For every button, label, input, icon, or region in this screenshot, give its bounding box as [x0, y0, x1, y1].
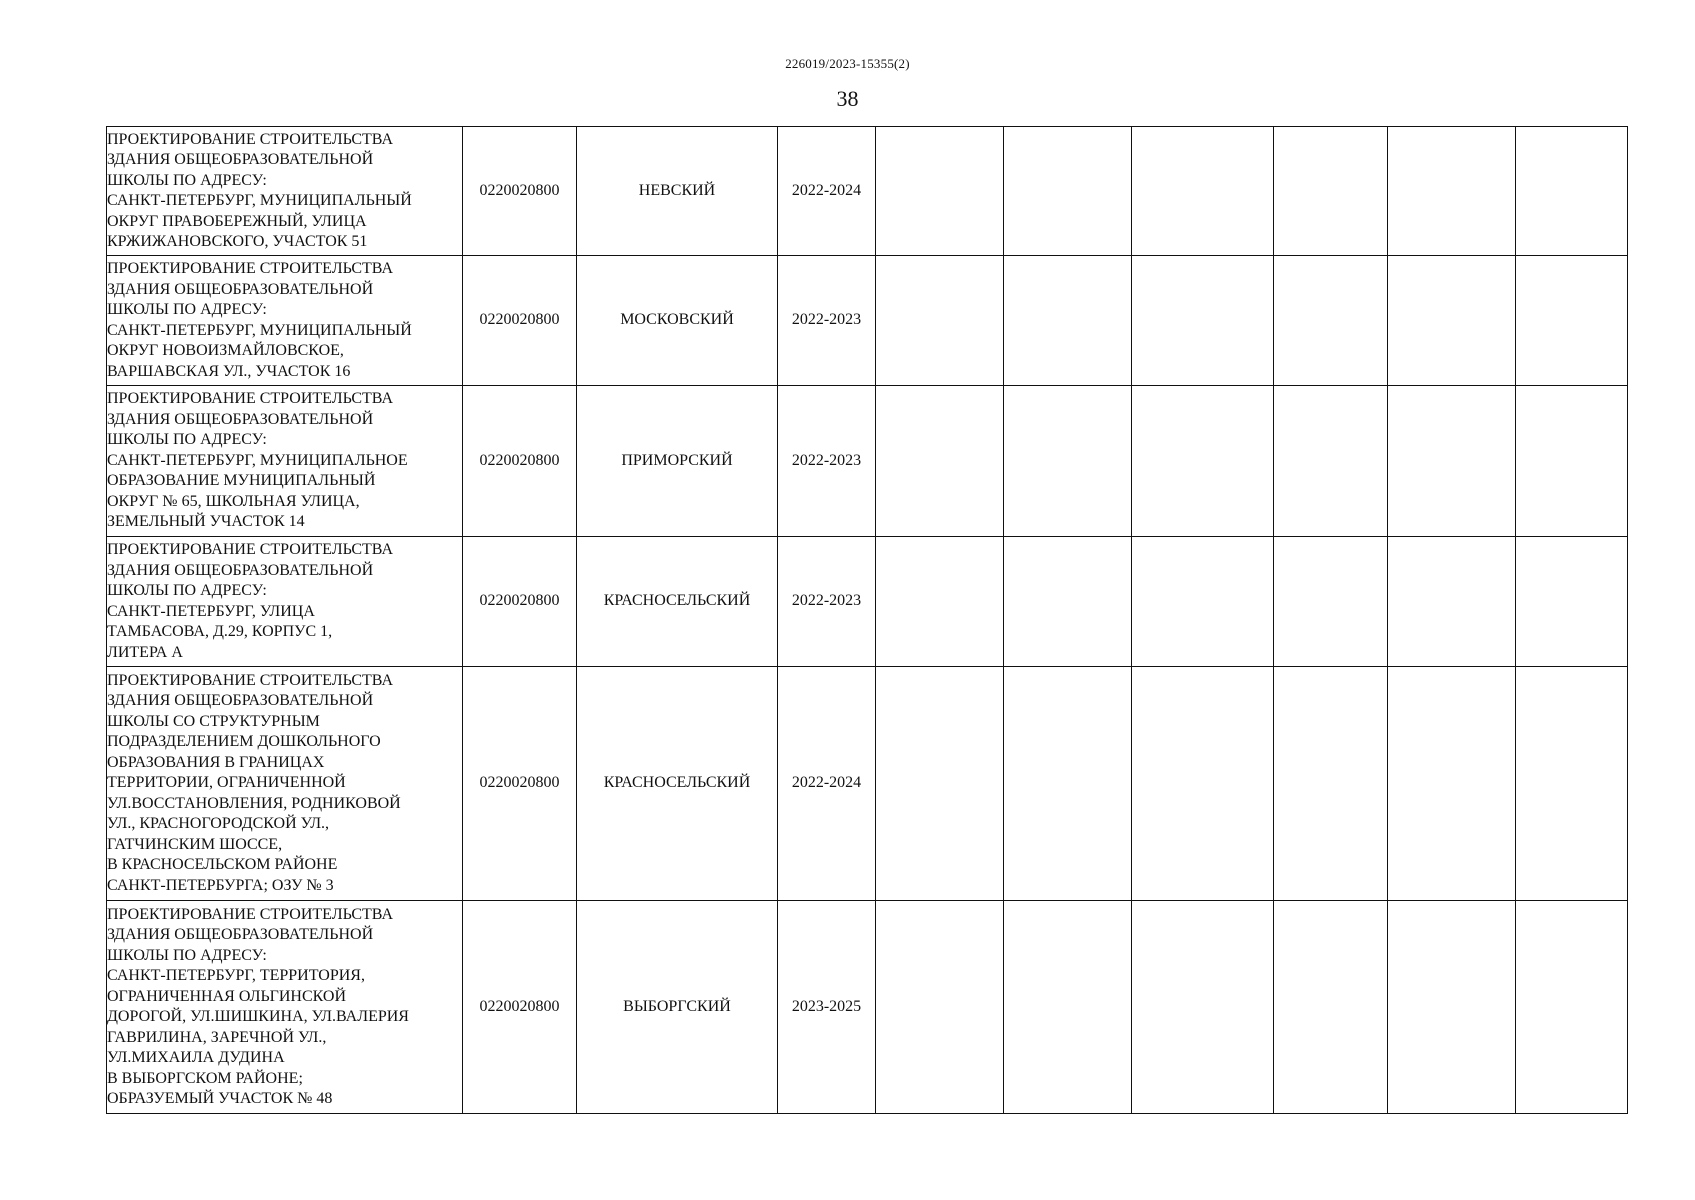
table-row [107, 667, 1628, 901]
district-cell: КРАСНОСЕЛЬСКИЙ [577, 667, 778, 901]
empty-cell [1274, 127, 1388, 256]
empty-cell [876, 386, 1004, 537]
empty-cell [876, 667, 1004, 901]
empty-cell [1516, 256, 1628, 386]
period-cell: 2022-2024 [778, 127, 876, 256]
empty-cell [1004, 667, 1132, 901]
empty-cell [1132, 667, 1274, 901]
table-row [107, 537, 1628, 667]
empty-cell [1004, 901, 1132, 1114]
budget-code-cell: 0220020800 [463, 256, 577, 386]
empty-cell [1388, 386, 1516, 537]
empty-cell [876, 901, 1004, 1114]
empty-cell [1132, 127, 1274, 256]
empty-cell [1516, 386, 1628, 537]
district-cell: ВЫБОРГСКИЙ [577, 901, 778, 1114]
empty-cell [1004, 127, 1132, 256]
empty-cell [1274, 537, 1388, 667]
empty-cell [876, 127, 1004, 256]
empty-cell [1004, 386, 1132, 537]
empty-cell [1516, 901, 1628, 1114]
period-cell: 2022-2023 [778, 537, 876, 667]
budget-code-cell: 0220020800 [463, 901, 577, 1114]
construction-projects-table [106, 126, 1628, 1114]
table-body [107, 127, 1628, 1114]
empty-cell [1132, 386, 1274, 537]
empty-cell [1516, 667, 1628, 901]
budget-code-cell: 0220020800 [463, 537, 577, 667]
project-name-cell: ПРОЕКТИРОВАНИЕ СТРОИТЕЛЬСТВА ЗДАНИЯ ОБЩЕОБРАЗОВАТЕЛЬНОЙ ШКОЛЫ ПО АДРЕСУ: САНКТ-ПЕТЕРБУРГ, МУНИЦИПАЛЬНЫЙ ОКРУГ ПРАВОБЕРЕЖНЫЙ, УЛИЦА КРЖИЖАНОВСКОГО, УЧАСТОК 51 [107, 127, 463, 256]
empty-cell [1388, 667, 1516, 901]
empty-cell [1388, 256, 1516, 386]
empty-cell [1132, 256, 1274, 386]
project-name-cell: ПРОЕКТИРОВАНИЕ СТРОИТЕЛЬСТВА ЗДАНИЯ ОБЩЕОБРАЗОВАТЕЛЬНОЙ ШКОЛЫ СО СТРУКТУРНЫМ ПОДРАЗДЕЛЕНИЕМ ДОШКОЛЬНОГО ОБРАЗОВАНИЯ В ГРАНИЦАХ ТЕРРИТОРИИ, ОГРАНИЧЕННОЙ УЛ.ВОССТАНОВЛЕНИЯ, РОДНИКОВОЙ УЛ., КРАСНОГОРОДСКОЙ УЛ., ГАТЧИНСКИМ ШОССЕ, В КРАСНОСЕЛЬСКОМ РАЙОНЕ САНКТ-ПЕТЕРБУРГА; ОЗУ № 3 [107, 667, 463, 901]
budget-code-cell: 0220020800 [463, 667, 577, 901]
empty-cell [1516, 537, 1628, 667]
empty-cell [876, 256, 1004, 386]
district-cell: ПРИМОРСКИЙ [577, 386, 778, 537]
empty-cell [1388, 127, 1516, 256]
period-cell: 2022-2024 [778, 667, 876, 901]
empty-cell [1004, 537, 1132, 667]
table-row [107, 901, 1628, 1114]
project-name-cell: ПРОЕКТИРОВАНИЕ СТРОИТЕЛЬСТВА ЗДАНИЯ ОБЩЕОБРАЗОВАТЕЛЬНОЙ ШКОЛЫ ПО АДРЕСУ: САНКТ-ПЕТЕРБУРГ, ТЕРРИТОРИЯ, ОГРАНИЧЕННАЯ ОЛЬГИНСКОЙ ДОРОГОЙ, УЛ.ШИШКИНА, УЛ.ВАЛЕРИЯ ГАВРИЛИНА, ЗАРЕЧНОЙ УЛ., УЛ.МИХАИЛА ДУДИНА В ВЫБОРГСКОМ РАЙОНЕ; ОБРАЗУЕМЫЙ УЧАСТОК № 48 [107, 901, 463, 1114]
table-row [107, 256, 1628, 386]
empty-cell [1388, 901, 1516, 1114]
budget-code-cell: 0220020800 [463, 127, 577, 256]
district-cell: НЕВСКИЙ [577, 127, 778, 256]
table-row [107, 386, 1628, 537]
empty-cell [1274, 386, 1388, 537]
empty-cell [1388, 537, 1516, 667]
empty-cell [1274, 901, 1388, 1114]
project-name-cell: ПРОЕКТИРОВАНИЕ СТРОИТЕЛЬСТВА ЗДАНИЯ ОБЩЕОБРАЗОВАТЕЛЬНОЙ ШКОЛЫ ПО АДРЕСУ: САНКТ-ПЕТЕРБУРГ, УЛИЦА ТАМБАСОВА, Д.29, КОРПУС 1, ЛИТЕРА А [107, 537, 463, 667]
document-registration-number: 226019/2023-15355(2) [785, 56, 910, 71]
empty-cell [1004, 256, 1132, 386]
empty-cell [1516, 127, 1628, 256]
empty-cell [1274, 667, 1388, 901]
empty-cell [1132, 537, 1274, 667]
project-name-cell: ПРОЕКТИРОВАНИЕ СТРОИТЕЛЬСТВА ЗДАНИЯ ОБЩЕОБРАЗОВАТЕЛЬНОЙ ШКОЛЫ ПО АДРЕСУ: САНКТ-ПЕТЕРБУРГ, МУНИЦИПАЛЬНЫЙ ОКРУГ НОВОИЗМАЙЛОВСКОЕ, ВАРШАВСКАЯ УЛ., УЧАСТОК 16 [107, 256, 463, 386]
period-cell: 2022-2023 [778, 256, 876, 386]
budget-code-cell: 0220020800 [463, 386, 577, 537]
table-row [107, 127, 1628, 256]
empty-cell [1132, 901, 1274, 1114]
period-cell: 2022-2023 [778, 386, 876, 537]
page-number: 38 [836, 86, 859, 111]
empty-cell [1274, 256, 1388, 386]
project-name-cell: ПРОЕКТИРОВАНИЕ СТРОИТЕЛЬСТВА ЗДАНИЯ ОБЩЕОБРАЗОВАТЕЛЬНОЙ ШКОЛЫ ПО АДРЕСУ: САНКТ-ПЕТЕРБУРГ, МУНИЦИПАЛЬНОЕ ОБРАЗОВАНИЕ МУНИЦИПАЛЬНЫЙ ОКРУГ № 65, ШКОЛЬНАЯ УЛИЦА, ЗЕМЕЛЬНЫЙ УЧАСТОК 14 [107, 386, 463, 537]
period-cell: 2023-2025 [778, 901, 876, 1114]
empty-cell [876, 537, 1004, 667]
district-cell: КРАСНОСЕЛЬСКИЙ [577, 537, 778, 667]
district-cell: МОСКОВСКИЙ [577, 256, 778, 386]
